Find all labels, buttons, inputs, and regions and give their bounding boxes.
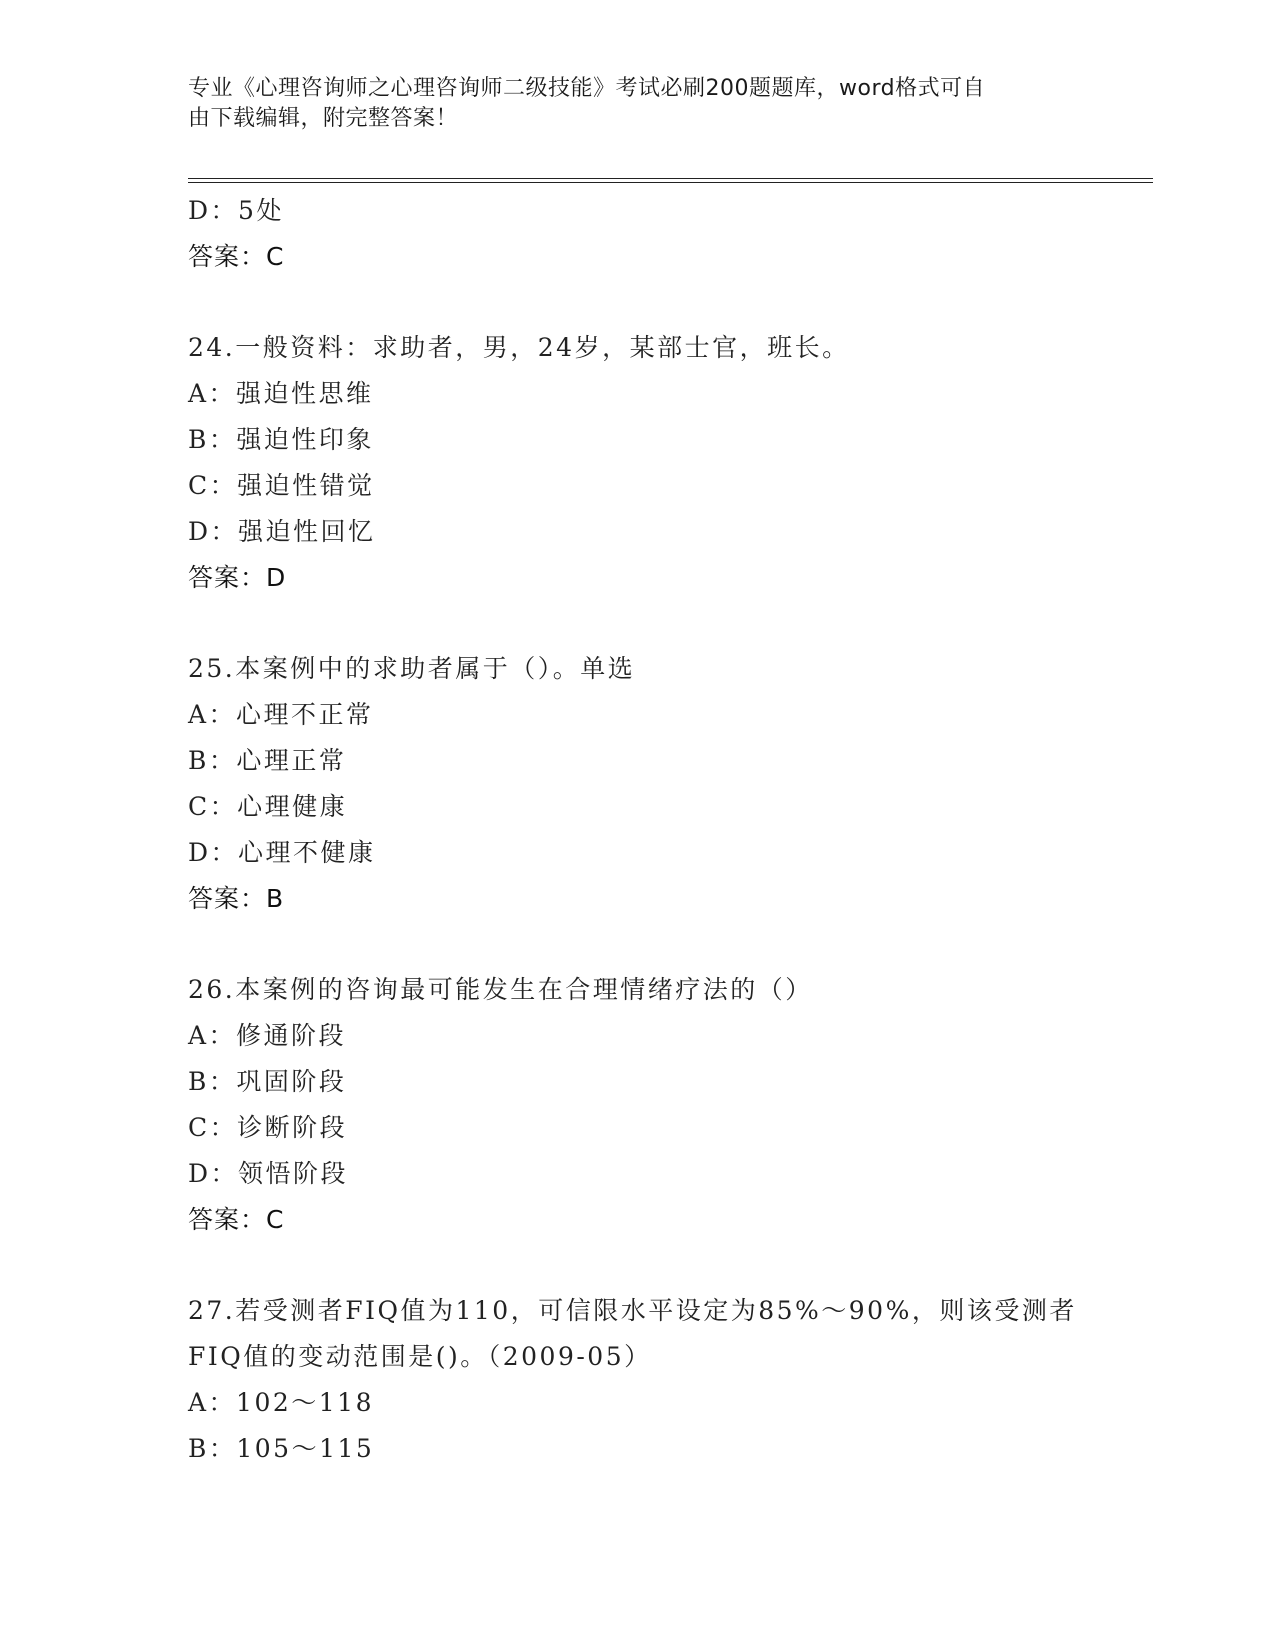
option-c: C：诊断阶段 bbox=[188, 1113, 348, 1142]
option-d: D：5处 bbox=[188, 196, 284, 225]
option-a: A：修通阶段 bbox=[188, 1021, 347, 1050]
question-stem-line-2: FIQ值的变动范围是()。（2009-05） bbox=[188, 1342, 652, 1371]
answer-line: 答案：D bbox=[188, 563, 287, 592]
option-b: B：心理正常 bbox=[188, 746, 347, 775]
question-25 bbox=[188, 646, 1153, 922]
question-26 bbox=[188, 967, 1153, 1243]
header-divider-bottom bbox=[188, 182, 1153, 183]
option-b: B：巩固阶段 bbox=[188, 1067, 347, 1096]
option-b: B：105～115 bbox=[188, 1434, 375, 1463]
option-d: D：领悟阶段 bbox=[188, 1159, 349, 1188]
option-c: C：强迫性错觉 bbox=[188, 471, 375, 500]
header-line-2: 由下载编辑，附完整答案！ bbox=[188, 106, 459, 131]
question-fragment bbox=[188, 188, 1153, 280]
answer-line: 答案：C bbox=[188, 1205, 285, 1234]
answer-line: 答案：B bbox=[188, 884, 285, 913]
question-27 bbox=[188, 1288, 1153, 1472]
option-b: B：强迫性印象 bbox=[188, 425, 374, 454]
option-c: C：心理健康 bbox=[188, 792, 348, 821]
question-stem: 25.本案例中的求助者属于（）。单选 bbox=[188, 654, 636, 683]
page-header bbox=[188, 74, 1068, 134]
header-divider-top bbox=[188, 178, 1153, 179]
document-body bbox=[188, 188, 1153, 1472]
option-a: A：心理不正常 bbox=[188, 700, 374, 729]
answer-line: 答案：C bbox=[188, 242, 285, 271]
question-stem: 24.一般资料：求助者，男，24岁，某部士官，班长。 bbox=[188, 333, 850, 362]
option-d: D：强迫性回忆 bbox=[188, 517, 376, 546]
question-stem: 26.本案例的咨询最可能发生在合理情绪疗法的（） bbox=[188, 975, 813, 1004]
option-a: A：102～118 bbox=[188, 1388, 374, 1417]
question-24 bbox=[188, 325, 1153, 601]
option-d: D：心理不健康 bbox=[188, 838, 376, 867]
question-stem-line-1: 27.若受测者FIQ值为110，可信限水平设定为85%～90%，则该受测者 bbox=[188, 1296, 1077, 1325]
option-a: A：强迫性思维 bbox=[188, 379, 374, 408]
header-line-1: 专业《心理咨询师之心理咨询师二级技能》考试必刷200题题库，word格式可自 bbox=[188, 76, 986, 101]
